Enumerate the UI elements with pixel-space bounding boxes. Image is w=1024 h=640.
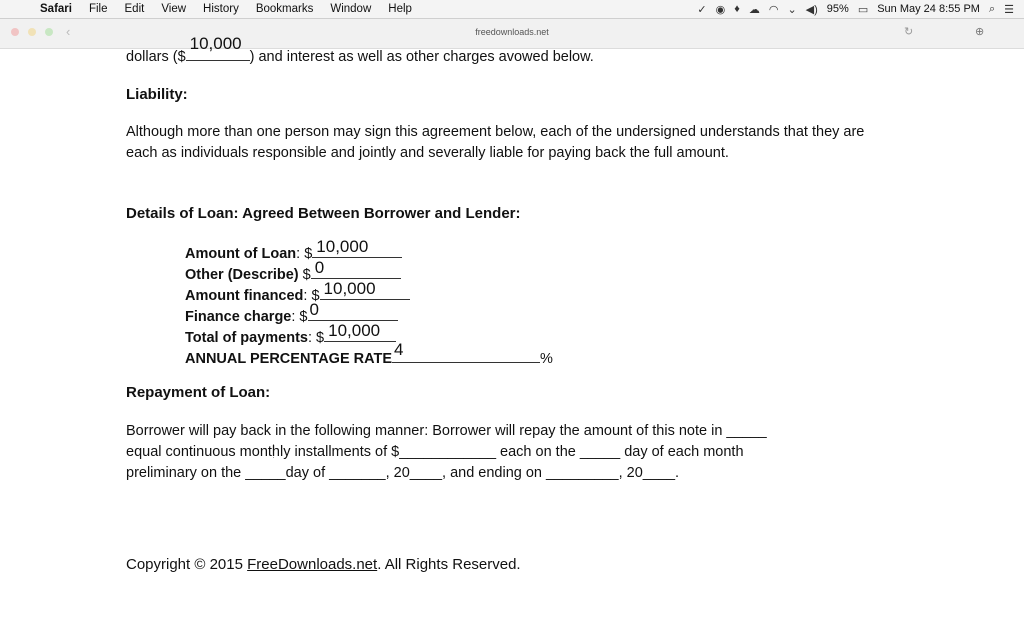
detail-amount-of-loan: Amount of Loan: $ 10,000 bbox=[185, 243, 553, 264]
menu-bar bbox=[0, 0, 1024, 19]
document-page bbox=[0, 34, 1024, 640]
freedownloads-link[interactable]: FreeDownloads.net bbox=[247, 556, 378, 573]
repayment-line-2: equal continuous monthly installments of $____________ each on the _____ day of each month bbox=[126, 444, 744, 460]
repayment-line-1: Borrower will pay back in the following manner: Borrower will repay the amount of this note in _____ bbox=[126, 423, 767, 439]
battery-icon[interactable]: ▭ bbox=[857, 3, 869, 16]
paragraph-liability: Although more than one person may sign this agreement below, each of the undersigned understands that they are each as individuals responsible and jointly and severally liable for paying back the full amount. bbox=[126, 124, 865, 161]
sync-icon[interactable]: ✓ bbox=[697, 3, 707, 16]
detail-other: Other (Describe) $ 0 bbox=[185, 264, 553, 285]
blank-total-payments bbox=[324, 321, 396, 342]
spotlight-search-icon[interactable]: ⌕ bbox=[988, 2, 996, 15]
browser-toolbar bbox=[0, 19, 1024, 49]
cloud-icon[interactable]: ☁ bbox=[748, 3, 760, 16]
handwritten-value: 10,000 bbox=[316, 237, 369, 256]
menu-window[interactable]: Window bbox=[330, 3, 372, 15]
volume-icon[interactable]: ◀) bbox=[805, 3, 818, 16]
menu-help[interactable]: Help bbox=[388, 3, 412, 15]
menu-bookmarks[interactable]: Bookmarks bbox=[255, 3, 314, 15]
handwritten-value: 10,000 bbox=[323, 279, 376, 298]
blank-apr bbox=[392, 340, 540, 363]
detail-apr: ANNUAL PERCENTAGE RATE 4 % bbox=[185, 340, 553, 367]
chevron-down-icon[interactable]: ⌄ bbox=[787, 3, 797, 16]
copyright-notice: Copyright © 2015 FreeDownloads.net. All Rights Reserved. bbox=[126, 556, 521, 573]
battery-percent: 95% bbox=[826, 3, 849, 15]
detail-finance-charge: Finance charge: $ 0 bbox=[185, 306, 553, 327]
blank-amount-of-loan bbox=[312, 237, 402, 258]
heading-details: Details of Loan: Agreed Between Borrower and Lender: bbox=[126, 205, 521, 222]
heading-liability: Liability: bbox=[126, 86, 188, 103]
detail-total-payments: Total of payments: $ 10,000 bbox=[185, 327, 553, 348]
record-icon[interactable]: ◉ bbox=[715, 3, 726, 16]
handwritten-value: 0 bbox=[309, 300, 319, 319]
loan-details-list bbox=[185, 237, 553, 369]
blank-finance-charge bbox=[308, 300, 398, 321]
menu-safari[interactable]: Safari bbox=[40, 3, 72, 15]
back-icon[interactable]: ‹ bbox=[66, 24, 71, 39]
status-area bbox=[697, 0, 1014, 18]
heading-repayment: Repayment of Loan: bbox=[126, 384, 271, 401]
handwritten-value: 4 bbox=[394, 340, 404, 359]
repayment-line-3: preliminary on the _____day of _______, 20____, and ending on _________, 20____. bbox=[126, 465, 680, 481]
reload-icon[interactable]: ↻ bbox=[904, 26, 914, 38]
notification-icon[interactable]: ♦ bbox=[734, 3, 740, 15]
handwritten-principal: 10,000 bbox=[189, 34, 242, 53]
clock[interactable]: Sun May 24 8:55 PM bbox=[877, 3, 980, 15]
handwritten-value: 0 bbox=[314, 258, 325, 277]
menu-file[interactable]: File bbox=[88, 3, 108, 15]
blank-principal bbox=[186, 34, 250, 61]
menu-edit[interactable]: Edit bbox=[124, 3, 145, 15]
blank-amount-financed bbox=[320, 279, 410, 300]
notification-center-icon[interactable]: ☰ bbox=[1004, 3, 1014, 16]
detail-amount-financed: Amount financed: $ 10,000 bbox=[185, 285, 553, 306]
download-icon[interactable]: ⊕ bbox=[975, 26, 985, 38]
blank-other bbox=[311, 258, 401, 279]
handwritten-value: 10,000 bbox=[328, 321, 381, 340]
address-bar[interactable]: freedownloads.net bbox=[475, 27, 549, 37]
menu-history[interactable]: History bbox=[203, 3, 239, 15]
paragraph-dollars: dollars ($ 10,000 ) and interest as well as other charges avowed below. bbox=[126, 34, 594, 65]
wifi-icon[interactable]: ◠ bbox=[768, 3, 779, 16]
menu-view[interactable]: View bbox=[161, 3, 187, 15]
